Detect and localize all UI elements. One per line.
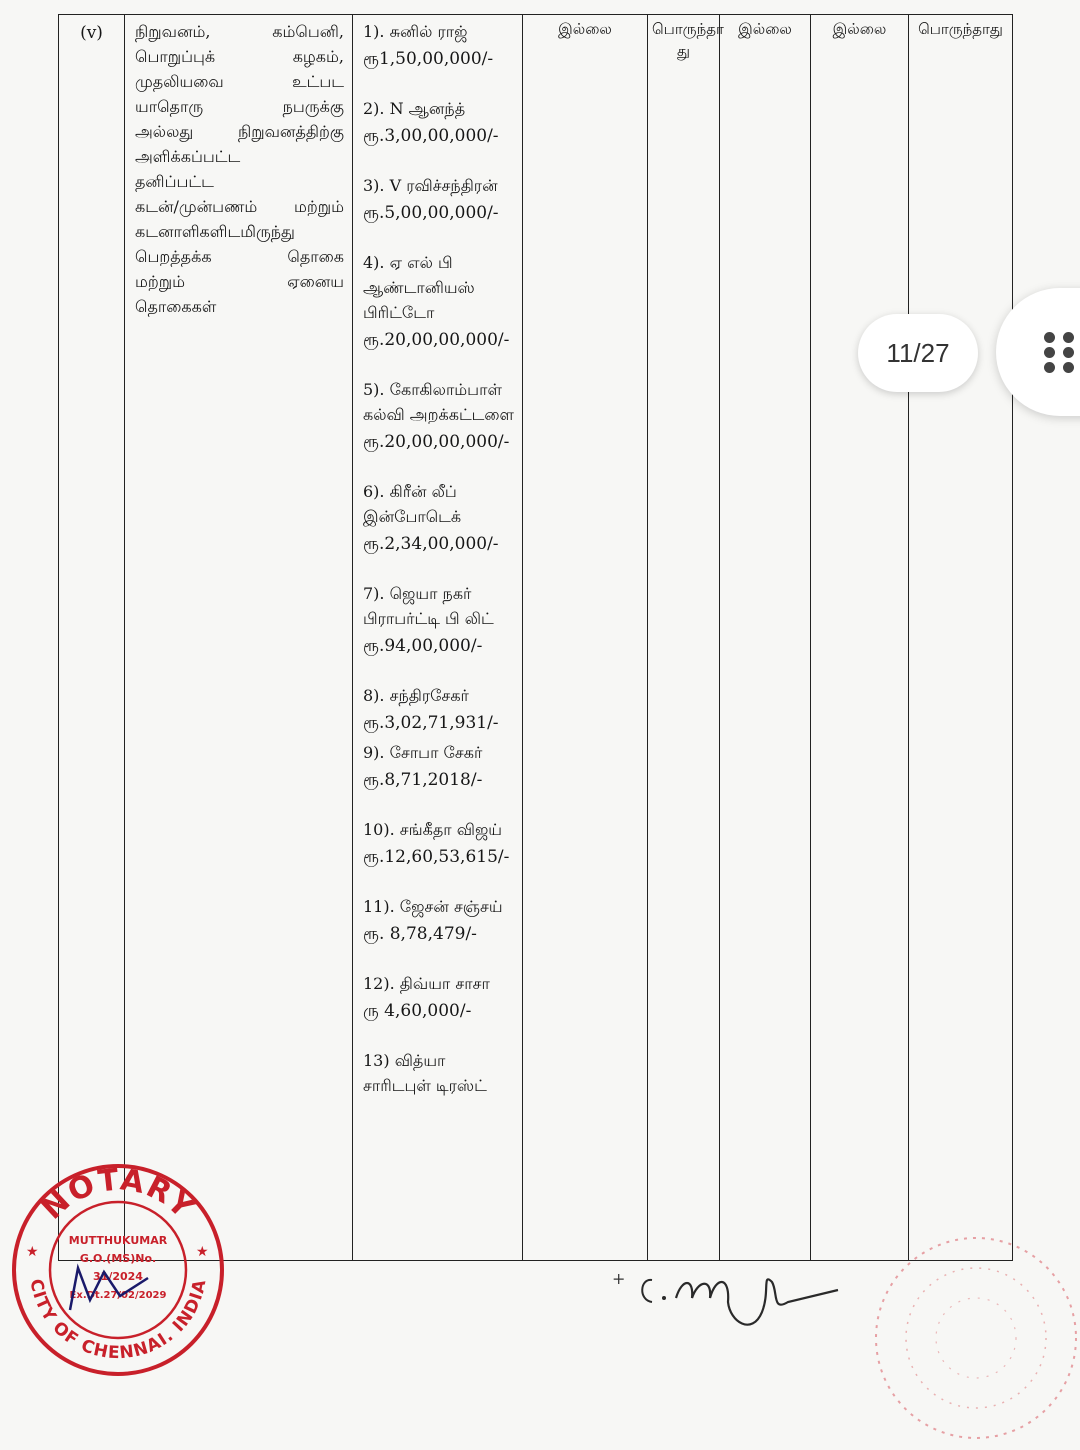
col6-value: இல்லை [738,20,792,38]
declaration-table [58,14,1013,1261]
entry-name: 7). ஜெயா நகர் பிராபர்ட்டி பி லிட் [363,584,494,628]
description-line: பெறத்தக்க தொகை [135,247,344,266]
entry-name: 5). கோகிலாம்பாள் கல்வி அறக்கட்டளை [363,380,514,424]
entry-name: 13) வித்யா சாரிடபுள் டிரஸ்ட் [363,1051,487,1095]
entry-name: 12). திவ்யா சாசா [363,974,490,993]
entry-name: 11). ஜேசன் சஞ்சய் [363,897,503,916]
notary-stamp [8,1160,228,1380]
list-item [363,817,516,870]
description-line: அல்லது நிறுவனத்திற்கு [135,122,344,141]
entry-name: 1). சுனில் ராஜ் [363,22,468,41]
entry-name: 2). N ஆனந்த் [363,99,466,118]
entry-amount: ரூ.8,71,2018/- [363,770,483,790]
entries-cell [353,15,523,1261]
entry-name: 9). சோபா சேகர் [363,743,483,762]
signature [612,1262,852,1342]
col5-cell [648,15,724,1261]
list-item [363,250,516,353]
entry-name: 8). சந்திரசேகர் [363,686,469,705]
stamp-expiry: Ex.Dt.27/02/2029 [69,1290,167,1301]
col8-cell [909,15,1013,1261]
entry-amount: ரூ. 8,78,479/- [363,924,477,944]
entries-list [353,15,522,1098]
description-line: தனிப்பட்ட [135,172,214,191]
list-item [363,581,516,659]
description-text [125,15,352,319]
list-item [363,96,516,149]
list-item [363,971,516,1024]
list-item [363,19,516,72]
entry-amount: ரூ.20,00,00,000/- [363,330,510,350]
entry-amount: ரூ.2,34,00,000/- [363,534,499,554]
list-item [363,1048,516,1098]
entry-amount: ரூ.3,00,00,000/- [363,126,499,146]
description-line: தொகைகள் [135,297,217,316]
table-row [59,15,1013,1261]
description-line: நிறுவனம், கம்பெனி, [135,22,344,41]
stamp-number: 31/2024 [93,1270,143,1283]
col4-cell [523,15,648,1261]
description-line: அளிக்கப்பட்ட [135,147,241,166]
list-item [363,894,516,947]
entry-name: 3). V ரவிச்சந்திரன் [363,176,498,195]
list-item [363,479,516,557]
stamp-city: CITY OF CHENNAI. INDIA [25,1277,211,1364]
page-indicator [858,314,978,392]
entry-amount: ரூ.20,00,00,000/- [363,432,510,452]
faded-seal [858,1220,1080,1440]
entry-name: 10). சங்கீதா விஜய் [363,820,503,839]
entry-name: 4). ஏ எல் பி ஆண்டானியஸ் பிரிட்டோ [363,253,475,322]
stamp-title: NOTARY [35,1162,202,1227]
col4-value: இல்லை [558,20,612,38]
description-line: முதலியவை உட்பட [135,72,344,91]
svg-text:NOTARY [35,1162,201,1226]
description-line: மற்றும் ஏனைய [135,272,344,291]
more-options-icon[interactable] [1044,332,1076,374]
list-item [363,683,516,736]
stamp-name: MUTTHUKUMAR [68,1234,168,1247]
list-item [363,173,516,226]
col5-value: பொருந்தாது [652,20,724,60]
col6-cell [720,15,811,1261]
description-cell [125,15,353,1261]
col7-value: இல்லை [832,20,887,38]
entry-amount: ரூ.94,00,000/- [363,636,483,656]
entry-amount: ரு 4,60,000/- [363,1001,472,1021]
page-indicator-label: 11/27 [886,337,950,368]
svg-text:★: ★ [26,1244,39,1260]
entry-amount: ரூ1,50,00,000/- [363,49,494,69]
description-line: யாதொரு நபருக்கு [135,97,344,116]
stamp-go: G.O.(MS)No. [79,1252,157,1265]
description-line: கடனாளிகளிடமிருந்து [135,222,295,241]
svg-text:★: ★ [196,1244,209,1260]
col8-value: பொருந்தாது [918,20,1003,38]
serial-number: (v) [80,23,103,43]
entry-amount: ரூ.5,00,00,000/- [363,203,499,223]
list-item [363,740,516,793]
col7-cell [811,15,909,1261]
svg-text:+: + [612,1269,626,1288]
description-line: கடன்/முன்பணம் மற்றும் [135,197,344,216]
serial-cell [59,15,125,1261]
entry-amount: ரூ.12,60,53,615/- [363,847,510,867]
list-item [363,377,516,455]
entry-name: 6). கிரீன் லீப் இன்போடெக் [363,482,462,526]
description-line: பொறுப்புக் கழகம், [135,47,344,66]
entry-amount: ரூ.3,02,71,931/- [363,713,499,733]
